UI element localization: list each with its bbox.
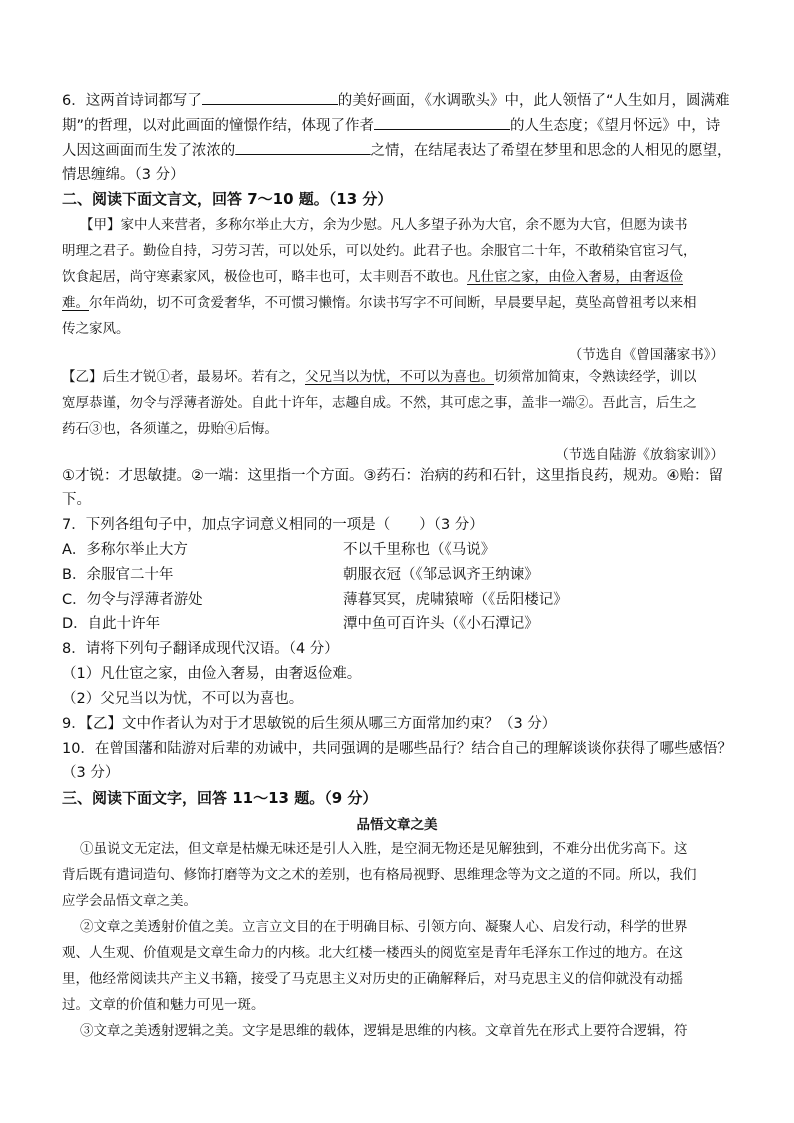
notes-line-2: 下。 [62,492,91,508]
q8-sentence-2: （2）父兄当以为忧，不可以为喜也。 [62,691,304,707]
jia-line-5: 传之家风。 [62,321,130,337]
article-p3-line-1: ③文章之美透射逻辑之美。文字是思维的载体，逻辑是思维的内核。文章首先在形式上要符合逻辑，符 [80,1023,688,1039]
q6-line-1: 6．这两首诗词都写了 的美好画面，《水调歌头》中，此人领悟了“人生如月，圆满难 [62,90,730,111]
article-p2-line-4: 过。文章的价值和魅力可见一斑。 [62,997,265,1013]
article-p2-line-3: 里，他经常阅读共产主义书籍，接受了马克思主义对历史的正确解释后，对马克思主义的信仰就没有动摇 [62,971,683,987]
q8-sentence-1: （1）凡仕宦之家，由俭入奢易，由奢返俭难。 [62,666,362,682]
q6-answer-blank-3[interactable] [235,140,370,155]
notes-line-1: ①才锐：才思敏捷。②一端：这里指一个方面。③药石：治病的药和石针，这里指良药，规劝。④贻：留 [62,468,723,484]
section-2-heading: 二、阅读下面文言文，回答 7～10 题。（13 分） [62,190,393,208]
jia-line-3: 饮食起居，尚守寒素家风，极俭也可，略丰也可，太丰则吾不敢也。凡仕宦之家，由俭入奢易，由奢返俭 [62,269,683,285]
jia-underlined-sentence-b: 难。 [62,295,89,311]
article-title: 品悟文章之美 [356,817,438,833]
jia-line-2: 明理之君子。勤俭自持，习劳习苦，可以处乐，可以处约。此君子也。余服官二十年，不敢稍染官宦习气， [62,243,697,259]
yi-source: （节选自陆游《放翁家训》） [555,447,724,463]
yi-line-3: 药石③也，各须谨之，毋贻④后悔。 [62,421,278,437]
q6-answer-blank-2[interactable] [374,115,510,130]
article-p1-line-2: 背后既有遣词造句、修饰打磨等为文之术的差别，也有格局视野、思维理念等为文之道的不同。所以，我们 [62,867,697,883]
q9-stem: 9．【乙】文中作者认为对于才思敏锐的后生须从哪三方面常加约束？（3 分） [62,716,557,732]
q10-line-1: 10．在曾国藩和陆游对后辈的劝诫中，共同强调的是哪些品行？结合自己的理解谈谈你获得了哪些感悟？ [62,741,732,757]
q7-stem: 7．下列各组句子中，加点字词意义相同的一项是（ ）（3 分） [62,517,484,533]
jia-line-4: 难。尔年尚幼，切不可贪爱奢华，不可惯习懒惰。尔读书写字不可间断，早晨要早起，莫坠高曾祖考以来相 [62,295,697,311]
q8-stem: 8．请将下列句子翻译成现代汉语。（4 分） [62,641,339,657]
q10-line-2: （3 分） [62,765,120,781]
q6-answer-blank-1[interactable] [202,90,338,105]
yi-line-2: 宽厚恭谨，勿令与浮薄者游处。自此十许年，志趣自成。不然，其可虑之事，盖非一端②。吾此言，后生之 [62,395,697,411]
yi-line-1: 【乙】后生才锐①者，最易坏。若有之，父兄当以为忧，不可以为喜也。切须常加简束，令熟读经学，训以 [62,369,697,385]
section-3-heading: 三、阅读下面文字，回答 11～13 题。（9 分） [62,789,378,807]
jia-source: （节选自《曾国藩家书》） [568,347,724,363]
article-p2-line-1: ②文章之美透射价值之美。立言立文目的在于明确目标、引领方向、凝聚人心、启发行动，科学的世界 [80,919,688,935]
jia-line-1: 【甲】家中人来营者，多称尔举止大方，余为少慰。凡人多望子孙为大官，余不愿为大官，但愿为读书 [80,217,688,233]
article-p2-line-2: 观、人生观、价值观是文章生命力的内核。北大红楼一楼西头的阅览室是青年毛泽东工作过的地方。在这 [62,945,683,961]
q6-line-3: 人因这画面而生发了浓浓的 之情，在结尾表达了希望在梦里和思念的人相见的愿望， [62,140,731,161]
article-p1-line-1: ①虽说文无定法，但文章是枯燥无味还是引人入胜，是空洞无物还是见解独到，不难分出优劣高下。这 [80,841,688,857]
jia-underlined-sentence-a: 凡仕宦之家，由俭入奢易，由奢返俭 [467,269,683,285]
yi-underlined-sentence: 父兄当以为忧，不可以为喜也。 [305,369,494,385]
q6-line-4: 情思缠绵。（3 分） [62,167,185,183]
article-p1-line-3: 应学会品悟文章之美。 [62,893,197,909]
q6-line-2: 期”的哲理，以对此画面的憧憬作结，体现了作者 的人生态度；《望月怀远》中，诗 [62,115,720,136]
exam-page: 6．这两首诗词都写了 的美好画面，《水调歌头》中，此人领悟了“人生如月，圆满难 期”的哲理，以对此画面的憧憬作结，体现了作者 的人生态度；《望月怀远》中，诗 人因这画面而生发了浓浓的 之情，在结尾表达了希望在梦里和思念的人相见的愿望， 情思缠绵。（3 分） 二、阅读下面文言文，回答 7～10 题。（13 分） 【甲】家中人来营者，多称尔举止大方，余为少慰。凡人多望子孙为大官，余不愿为大官，但愿为读书 明理之君子。勤俭自持，习劳习苦，可以处乐，可以处约。此君子也。余服官二十年，不敢稍染官宦习气， 饮食起居，尚守寒素家风，极俭也可，略丰也可，太丰则吾不敢也。凡仕宦之家，由俭入奢易，由奢返俭 难。尔年尚幼，切不可贪爱奢华，不可惯习懒惰。尔读书写字不可间断，早晨要早起，莫坠高曾祖考以来相 传之家风。 （节选自《曾国藩家书》） 【乙】后生才锐①者，最易坏。若有之，父兄当以为忧，不可以为喜也。切须常加简束，令熟读经学，训以 宽厚恭谨，勿令与浮薄者游处。自此十许年，志趣自成。不然，其可虑之事，盖非一端②。吾此言，后生之 药石③也，各须谨之，毋贻④后悔。 （节选自陆游《放翁家训》） ①才锐：才思敏捷。②一端：这里指一个方面。③药石：治病的药和石针，这里指良药，规劝。④贻：留 下。 7．下列各组句子中，加点字词意义相同的一项是（ ）（3 分） A．多称尔举止大方 不以千里称也（《马说》 B．余服官二十年 朝服衣冠（《邹忌讽齐王纳谏》 C．勿令与浮薄者游处 薄暮冥冥，虎啸猿啼（《岳阳楼记》 D．自此十许年 潭中鱼可百许头（《小石潭记》 8．请将下列句子翻译成现代汉语。（4 分） （1）凡仕宦之家，由俭入奢易，由奢返俭难。 （2）父兄当以为忧，不可以为喜也。 9．【乙】文中作者认为对于才思敏锐的后生须从哪三方面常加约束？（3 分） 10．在曾国藩和陆游对后辈的劝诫中，共同强调的是哪些品行？结合自己的理解谈谈你获得了哪些感悟？ （3 分） 三、阅读下面文字，回答 11～13 题。（9 分） 品悟文章之美 ①虽说文无定法，但文章是枯燥无味还是引人入胜，是空洞无物还是见解独到，不难分出优劣高下。这 背后既有遣词造句、修饰打磨等为文之术的差别，也有格局视野、思维理念等为文之道的不同。所以，我们 应学会品悟文章之美。 ②文章之美透射价值之美。立言立文目的在于明确目标、引领方向、凝聚人心、启发行动，科学的世界 观、人生观、价值观是文章生命力的内核。北大红楼一楼西头的阅览室是青年毛泽东工作过的地方。在这 里，他经常阅读共产主义书籍，接受了马克思主义对历史的正确解释后，对马克思主义的信仰就没有动摇 过。文章的价值和魅力可见一斑。 ③文章之美透射逻辑之美。文字是思维的载体，逻辑是思维的内核。文章首先在形式上要符合逻辑，符 [0,0,794,1123]
